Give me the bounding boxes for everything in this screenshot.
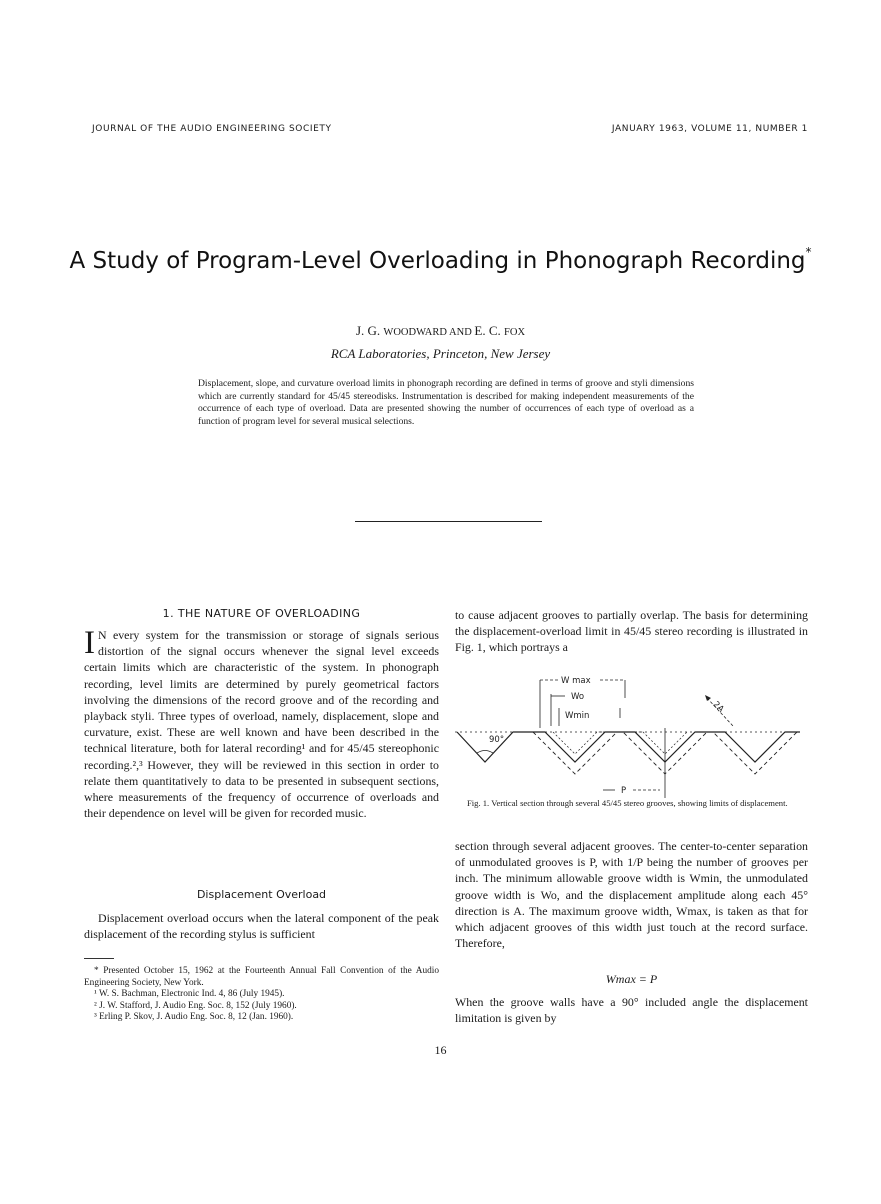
right-paragraph-1: to cause adjacent grooves to partially overlap. The basis for determining the displacement-overload limit in 45/45 stereo recording is illustrated in Fig. 1, which portrays a	[455, 608, 808, 655]
displacement-para-text: Displacement overload occurs when the lateral component of the peak displacement of the recording stylus is sufficient	[84, 911, 439, 942]
section-heading: 1. THE NATURE OF OVERLOADING	[162, 607, 361, 620]
author2-lastname: FOX	[504, 327, 526, 338]
figure-1	[455, 668, 808, 798]
section-divider	[355, 521, 542, 522]
twoa-arrow	[705, 695, 711, 701]
footnote-rule	[84, 958, 114, 959]
author1-initials: J. G.	[355, 323, 384, 338]
groove-diagram	[455, 668, 808, 798]
section1-paragraph	[84, 627, 439, 821]
page-number: 16	[434, 1043, 447, 1057]
angle-label: 90°	[489, 735, 505, 745]
groove-profile-min	[553, 732, 687, 754]
right-paragraph-3: When the groove walls have a 90° included angle the displacement limitation is given by	[455, 995, 808, 1026]
affiliation: RCA Laboratories, Princeton, New Jersey	[330, 346, 551, 361]
displacement-paragraph	[84, 910, 439, 942]
footnote-2: ² J. W. Stafford, J. Audio Eng. Soc. 8, 152 (July 1960).	[94, 1000, 297, 1011]
footnote-3: ³ Erling P. Skov, J. Audio Eng. Soc. 8, 12 (Jan. 1960).	[94, 1012, 294, 1023]
footnote-1: ¹ W. S. Bachman, Electronic Ind. 4, 86 (July 1945).	[94, 989, 285, 1000]
issue-info: JANUARY 1963, VOLUME 11, NUMBER 1	[611, 124, 808, 134]
right-paragraph-2: section through several adjacent grooves. The center-to-center separation of unmodulated grooves is P, with 1/P being the number of grooves per inch. The minimum allowable groove width is Wmin, the unmodulated groove width is Wo, and the displacement amplitude along each 45° direction is A. The maximum groove width, Wmax, is taken as that for which adjacent grooves of this width just touch at the record surface. Therefore,	[455, 839, 808, 951]
title-text: A Study of Program-Level Overloading in Phonograph Recording	[69, 248, 806, 274]
figure-caption: Fig. 1. Vertical section through several 45/45 stereo grooves, showing limits of displacement.	[467, 798, 788, 808]
authors-and: AND	[446, 327, 475, 338]
angle-arc	[477, 751, 493, 754]
paper-title	[0, 245, 881, 274]
twoa-label: 2A	[710, 699, 726, 715]
subsection-heading: Displacement Overload	[196, 888, 327, 901]
author2-initials: E. C.	[474, 323, 505, 338]
title-footnote-mark: *	[805, 245, 812, 259]
footnotes	[84, 966, 439, 1024]
drop-cap: I	[84, 625, 95, 661]
p-label: P	[621, 786, 627, 796]
equation: Wmax = P	[605, 972, 658, 986]
wmin-label: Wmin	[565, 711, 590, 721]
journal-name: JOURNAL OF THE AUDIO ENGINEERING SOCIETY	[92, 124, 332, 134]
wo-label: Wo	[571, 692, 585, 702]
footnote-0: * Presented October 15, 1962 at the Fourteenth Annual Fall Convention of the Audio Engineering Society, New York.	[84, 966, 439, 988]
author1-lastname: WOODWARD	[383, 327, 447, 338]
section1-para1-text: N every system for the transmission or storage of signals serious distortion of the signal occurs whenever the signal level exceeds certain limits which are characteristic of the system. In phonograph recording, level limits are determined by purely geometrical factors involving the dimensions of the record groove and of the recording and playback styli. Three types of overload, namely, displacement, slope and curvature, exist. These are well known and have been described in the technical literature, both for lateral recording¹ and for 45/45 stereophonic recording.²,³ However, they will be reviewed in this section in order to relate them quantitatively to data to be presented in subsequent sections, where measurements of the frequency of occurrence of overloads and their dependence on level will be given for recorded music.	[84, 628, 439, 821]
authors	[0, 323, 881, 339]
groove-profile-solid	[457, 732, 800, 762]
wmax-label: W max	[561, 676, 591, 686]
abstract: Displacement, slope, and curvature overload limits in phonograph recording are defined in terms of groove and styli dimensions which are currently standard for 45/45 stereodisks. Instrumentation is described for making independent measurements of the occurrence of each type of overload. Data are presented showing the number of occurrences of each type of overload as a function of program level for several musical selections.	[198, 378, 694, 427]
